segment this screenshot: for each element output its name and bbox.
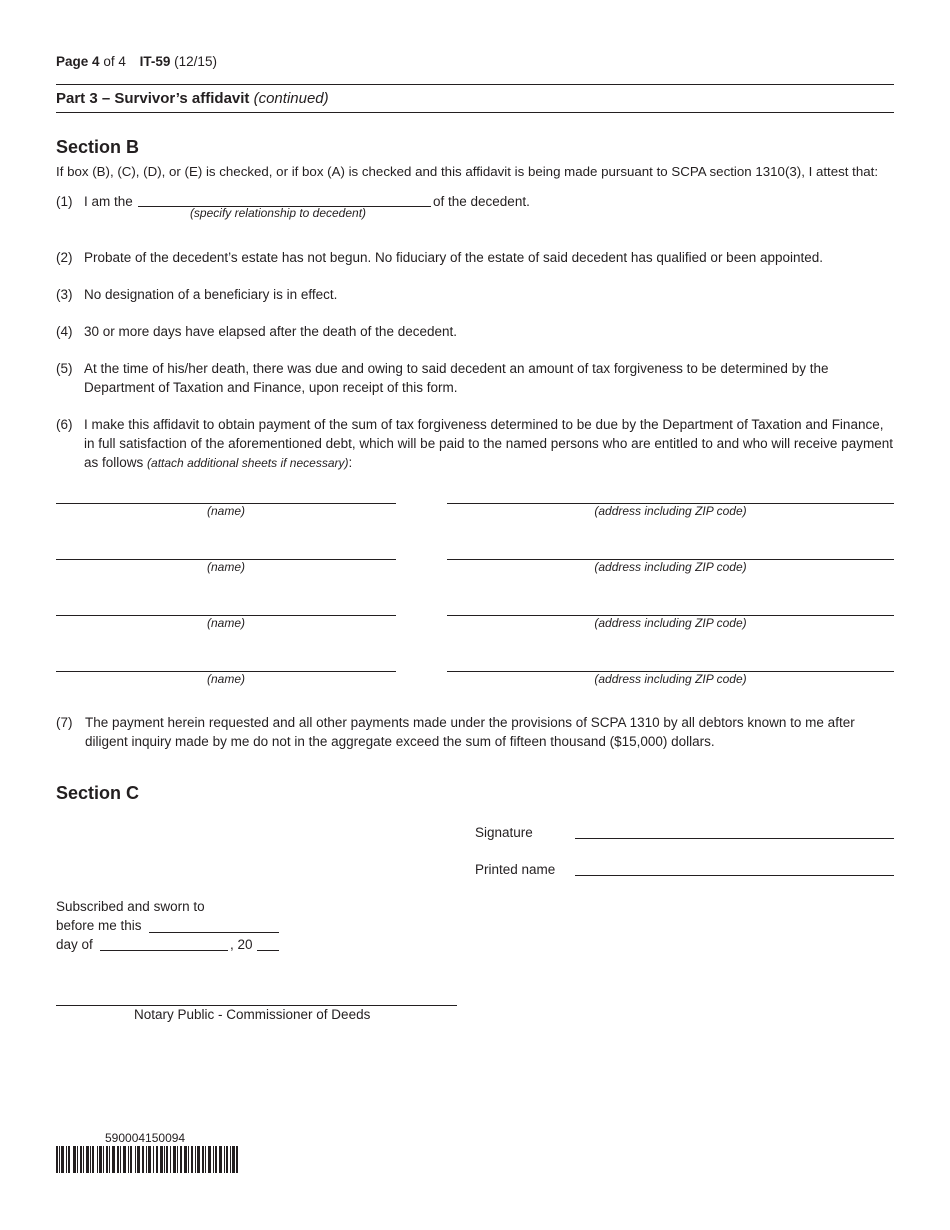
section-b-intro: If box (B), (C), (D), or (E) is checked, or if box (A) is checked and this affidavit is being made pursuant to SCPA section 1310(3), I attest that:	[56, 164, 879, 179]
payee-1-name-caption: (name)	[206, 504, 245, 518]
section-b-title: Section B	[56, 137, 140, 157]
payee-2-name-caption: (name)	[206, 560, 245, 574]
item-7	[56, 713, 894, 751]
sworn-line-1: Subscribed and sworn to	[56, 899, 205, 914]
item-6-number: (6)	[56, 417, 73, 432]
item-5-text: At the time of his/her death, there was due and owing to said decedent an amount of tax forgiveness to be determined by the Department of Taxation and Finance, upon receipt of this form.	[84, 361, 829, 395]
item-6-note: (attach additional sheets if necessary)	[147, 456, 349, 470]
day-of-label: day of	[56, 937, 93, 952]
part-title-text: Part 3 – Survivor’s affidavit	[56, 90, 250, 107]
payee-4-name-caption: (name)	[206, 672, 245, 686]
signature-field[interactable]	[575, 838, 894, 839]
item-7-text: The payment herein requested and all other payments made under the provisions of SCPA 1310 by all debtors known to me after diligent inquiry made by me do not in the aggregate exceed the sum of fifteen thousand ($15,000) dollars.	[85, 715, 855, 749]
item-5-number: (5)	[56, 361, 73, 376]
payee-3-name-caption: (name)	[206, 616, 245, 630]
barcode-number: 590004150094	[105, 1131, 186, 1145]
of-label: of	[103, 54, 115, 69]
page-number: 4	[92, 54, 100, 69]
item-3	[56, 285, 894, 304]
year-field[interactable]	[257, 950, 279, 951]
payee-1-address-caption: (address including ZIP code)	[594, 504, 747, 518]
payee-2-address-caption: (address including ZIP code)	[594, 560, 747, 574]
item-2-text: Probate of the decedent’s estate has not begun. No fiduciary of the estate of said decedent has qualified or been appointed.	[84, 250, 824, 265]
item-6-end: :	[348, 455, 353, 470]
item-4	[56, 322, 894, 341]
item-6-text	[84, 415, 894, 473]
section-c-title: Section C	[56, 783, 140, 803]
form-revision: (12/15)	[174, 54, 217, 69]
printed-name-label: Printed name	[475, 862, 556, 877]
item-4-text: 30 or more days have elapsed after the death of the decedent.	[84, 324, 458, 339]
item-5	[56, 359, 894, 397]
item-3-text: No designation of a beneficiary is in effect.	[84, 287, 338, 302]
form-id: IT-59	[139, 54, 171, 69]
signature-label: Signature	[475, 825, 533, 840]
item-6-body: I make this affidavit to obtain payment of the sum of tax forgiveness determined to be due by the Department of Taxation and Finance, in full satisfaction of the aforementioned debt, which will be paid to the named persons who are entitled to and who will receive payment as follows	[84, 417, 893, 470]
notary-signature-field[interactable]	[56, 1005, 457, 1006]
part-title	[56, 90, 329, 107]
notary-label: Notary Public - Commissioner of Deeds	[134, 1007, 371, 1022]
item-1-prefix: I am the	[84, 194, 133, 209]
month-field[interactable]	[100, 950, 228, 951]
item-2-number: (2)	[56, 250, 73, 265]
item-4-number: (4)	[56, 324, 73, 339]
printed-name-field[interactable]	[575, 875, 894, 876]
year-prefix: , 20	[230, 937, 253, 952]
item-3-number: (3)	[56, 287, 73, 302]
page-header	[56, 54, 217, 69]
item-1-suffix: of the decedent.	[433, 194, 530, 209]
payee-4-address-caption: (address including ZIP code)	[594, 672, 747, 686]
item-1-number: (1)	[56, 194, 73, 209]
item-6	[56, 415, 894, 473]
relationship-caption: (specify relationship to decedent)	[189, 206, 367, 220]
page-label: Page	[56, 54, 89, 69]
part-continued: (continued)	[253, 90, 329, 107]
payee-3-address-caption: (address including ZIP code)	[594, 616, 747, 630]
header-bottom-rule	[56, 112, 894, 113]
header-top-rule	[56, 84, 894, 85]
barcode-image	[56, 1146, 238, 1173]
sworn-line-2: before me this	[56, 918, 142, 933]
page-total: 4	[118, 54, 126, 69]
item-7-number: (7)	[56, 715, 73, 730]
sworn-day-field[interactable]	[149, 932, 279, 933]
item-2	[56, 248, 894, 267]
